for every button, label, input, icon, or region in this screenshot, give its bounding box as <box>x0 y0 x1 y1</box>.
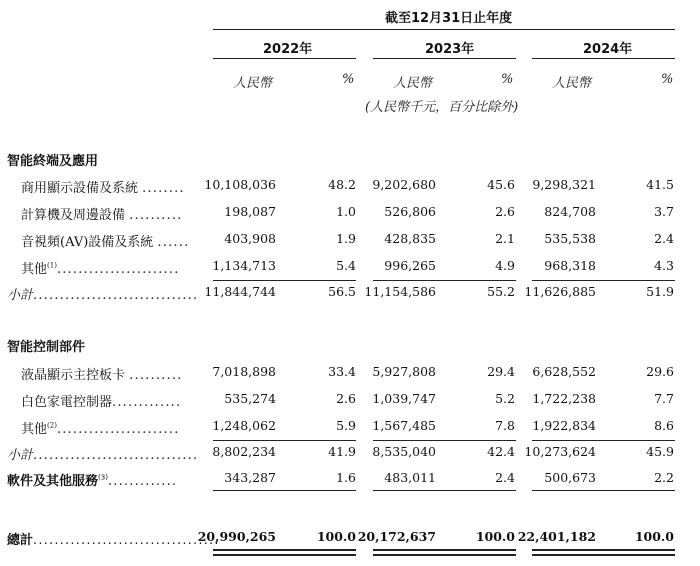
pct-2024: 41.5 <box>646 177 674 192</box>
pct-2022: 1.9 <box>336 231 356 246</box>
row-label: 商用顯示設備及系統 ........ <box>21 181 185 196</box>
row-label: 液晶顯示主控板卡 .......... <box>21 368 183 383</box>
pct-2024: 4.3 <box>654 258 674 273</box>
pct-2024: 8.6 <box>654 418 674 433</box>
total-double-rule-2023-b <box>373 554 516 556</box>
year-2022-rule <box>213 58 356 59</box>
software-pct-2022: 1.6 <box>336 470 356 485</box>
value-2024: 6,628,552 <box>532 364 596 379</box>
value-2024: 968,318 <box>544 258 596 273</box>
subtotal-pct-2023: 55.2 <box>487 284 515 299</box>
subtotal-pct-2022: 41.9 <box>328 444 356 459</box>
subtotal-pct-2024: 45.9 <box>646 444 674 459</box>
pct-2024: 29.6 <box>646 364 674 379</box>
row-label: 白色家電控制器............. <box>21 395 182 410</box>
pct-label-2023: % <box>501 72 514 87</box>
software-value-2024: 500,673 <box>544 470 596 485</box>
pct-2024: 2.4 <box>654 231 674 246</box>
value-2023: 9,202,680 <box>372 177 436 192</box>
value-2024: 9,298,321 <box>532 177 596 192</box>
period-rule <box>213 29 675 30</box>
pct-2022: 1.0 <box>336 204 356 219</box>
total-double-rule-2024-b <box>532 554 675 556</box>
value-2022: 535,274 <box>224 391 276 406</box>
pct-2022: 48.2 <box>328 177 356 192</box>
value-2022: 1,134,713 <box>212 258 276 273</box>
currency-label-2023: 人民幣 <box>393 76 433 91</box>
subtotal-value-2023: 11,154,586 <box>364 284 436 299</box>
subtotal-rule-2024 <box>532 280 675 281</box>
total-value-2022: 20,990,265 <box>197 529 276 544</box>
subtotal-label: 小計............................... <box>7 288 199 303</box>
subtotal-rule-2022 <box>213 440 356 441</box>
pct-2023: 5.2 <box>495 391 515 406</box>
section-title-controls: 智能控制部件 <box>7 340 86 355</box>
footnote-marker: (3) <box>98 473 108 482</box>
section-title-terminals: 智能終端及應用 <box>7 154 99 169</box>
year-2023-rule <box>373 58 516 59</box>
year-2024-heading: 2024年 <box>583 42 633 57</box>
total-top-rule-2022 <box>213 490 356 491</box>
unit-note: (人民幣千元，百分比除外) <box>365 100 519 115</box>
pct-2022: 33.4 <box>328 364 356 379</box>
value-2023: 1,039,747 <box>372 391 436 406</box>
currency-label-2022: 人民幣 <box>233 76 273 91</box>
value-2023: 1,567,485 <box>372 418 436 433</box>
total-value-2023: 20,172,637 <box>357 529 436 544</box>
total-pct-2023: 100.0 <box>475 529 515 544</box>
software-pct-2023: 2.4 <box>495 470 515 485</box>
pct-2022: 5.9 <box>336 418 356 433</box>
value-2024: 535,538 <box>544 231 596 246</box>
total-pct-2022: 100.0 <box>316 529 356 544</box>
row-label: 其他$^{(2)}$....................... <box>21 421 180 437</box>
pct-2023: 4.9 <box>495 258 515 273</box>
value-2023: 996,265 <box>384 258 436 273</box>
value-2024: 1,922,834 <box>532 418 596 433</box>
software-pct-2024: 2.2 <box>654 470 674 485</box>
row-label: 其他$^{(1)}$....................... <box>21 261 180 277</box>
pct-2022: 2.6 <box>336 391 356 406</box>
footnote-marker: (2) <box>47 421 57 430</box>
value-2022: 10,108,036 <box>204 177 276 192</box>
software-services-label: 軟件及其他服務$^{(3)}$............. <box>7 473 178 489</box>
subtotal-value-2022: 8,802,234 <box>212 444 276 459</box>
total-double-rule-2022-b <box>213 554 356 556</box>
footnote-marker: (1) <box>47 261 57 270</box>
software-value-2022: 343,287 <box>224 470 276 485</box>
row-label: 音視頻(AV)設備及系統 ...... <box>21 235 190 250</box>
year-2023-heading: 2023年 <box>425 42 475 57</box>
year-2024-rule <box>532 58 675 59</box>
total-top-rule-2024 <box>532 490 675 491</box>
pct-label-2022: % <box>342 72 355 87</box>
subtotal-value-2024: 11,626,885 <box>524 284 596 299</box>
value-2024: 1,722,238 <box>532 391 596 406</box>
year-2022-heading: 2022年 <box>263 42 313 57</box>
subtotal-pct-2022: 56.5 <box>328 284 356 299</box>
subtotal-pct-2023: 42.4 <box>487 444 515 459</box>
pct-label-2024: % <box>661 72 674 87</box>
total-double-rule-2023-a <box>373 549 516 551</box>
subtotal-rule-2023 <box>373 280 516 281</box>
row-label: 計算機及周邊設備 .......... <box>21 208 183 223</box>
value-2024: 824,708 <box>544 204 596 219</box>
pct-2023: 29.4 <box>487 364 515 379</box>
value-2023: 526,806 <box>384 204 436 219</box>
pct-2022: 5.4 <box>336 258 356 273</box>
currency-label-2024: 人民幣 <box>552 76 592 91</box>
total-double-rule-2022-a <box>213 549 356 551</box>
subtotal-value-2022: 11,844,744 <box>204 284 276 299</box>
pct-2023: 2.1 <box>495 231 515 246</box>
value-2022: 198,087 <box>224 204 276 219</box>
total-pct-2024: 100.0 <box>634 529 674 544</box>
subtotal-rule-2023 <box>373 440 516 441</box>
period-heading: 截至12月31日止年度 <box>385 11 513 26</box>
subtotal-rule-2024 <box>532 440 675 441</box>
pct-2024: 3.7 <box>654 204 674 219</box>
total-label: 總計................................... <box>7 533 220 548</box>
total-double-rule-2024-a <box>532 549 675 551</box>
pct-2023: 2.6 <box>495 204 515 219</box>
pct-2023: 7.8 <box>495 418 515 433</box>
pct-2023: 45.6 <box>487 177 515 192</box>
value-2022: 7,018,898 <box>212 364 276 379</box>
subtotal-value-2023: 8,535,040 <box>372 444 436 459</box>
subtotal-pct-2024: 51.9 <box>646 284 674 299</box>
pct-2024: 7.7 <box>654 391 674 406</box>
value-2022: 403,908 <box>224 231 276 246</box>
subtotal-rule-2022 <box>213 280 356 281</box>
value-2023: 428,835 <box>384 231 436 246</box>
subtotal-value-2024: 10,273,624 <box>524 444 596 459</box>
software-value-2023: 483,011 <box>384 470 436 485</box>
total-top-rule-2023 <box>373 490 516 491</box>
subtotal-label: 小計............................... <box>7 448 199 463</box>
total-value-2024: 22,401,182 <box>517 529 596 544</box>
value-2023: 5,927,808 <box>372 364 436 379</box>
value-2022: 1,248,062 <box>212 418 276 433</box>
